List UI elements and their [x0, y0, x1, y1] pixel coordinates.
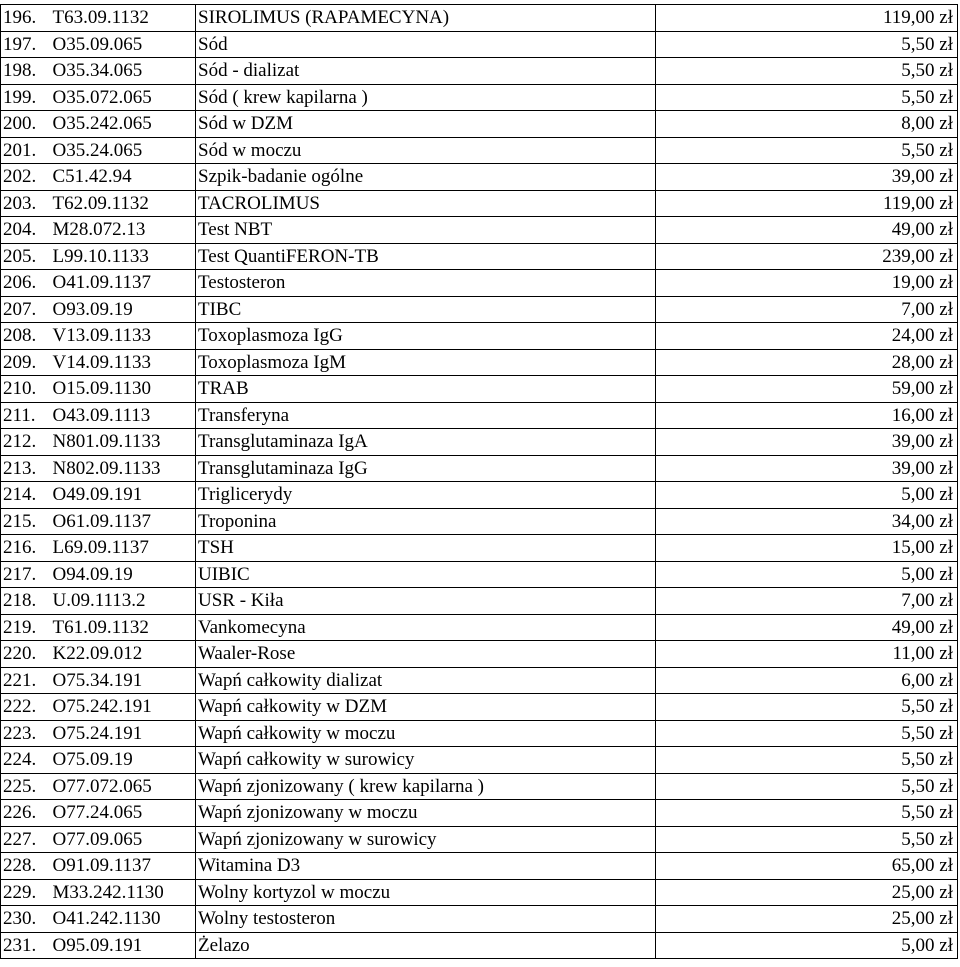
- table-row: [1, 84, 958, 111]
- test-name: Wolny testosteron: [196, 906, 656, 933]
- row-number: 199.: [1, 84, 51, 111]
- table-row: [1, 561, 958, 588]
- test-price: 5,00 zł: [656, 482, 958, 509]
- test-code: O75.24.191: [51, 720, 196, 747]
- test-price: 5,00 zł: [656, 932, 958, 959]
- test-price: 65,00 zł: [656, 853, 958, 880]
- test-code: O15.09.1130: [51, 376, 196, 403]
- test-price: 5,50 zł: [656, 137, 958, 164]
- table-row: [1, 747, 958, 774]
- row-number: 205.: [1, 243, 51, 270]
- test-price: 39,00 zł: [656, 455, 958, 482]
- table-row: [1, 137, 958, 164]
- table-row: [1, 800, 958, 827]
- test-code: C51.42.94: [51, 164, 196, 191]
- table-row: [1, 773, 958, 800]
- test-code: O41.242.1130: [51, 906, 196, 933]
- table-row: [1, 31, 958, 58]
- table-row: [1, 217, 958, 244]
- test-price: 25,00 zł: [656, 906, 958, 933]
- test-price: 6,00 zł: [656, 667, 958, 694]
- test-code: M33.242.1130: [51, 879, 196, 906]
- row-number: 222.: [1, 694, 51, 721]
- test-name: TIBC: [196, 296, 656, 323]
- test-price: 5,50 zł: [656, 58, 958, 85]
- test-price: 16,00 zł: [656, 402, 958, 429]
- row-number: 200.: [1, 111, 51, 138]
- test-code: K22.09.012: [51, 641, 196, 668]
- test-price: 119,00 zł: [656, 5, 958, 32]
- test-code: V14.09.1133: [51, 349, 196, 376]
- table-row: [1, 853, 958, 880]
- test-code: O77.24.065: [51, 800, 196, 827]
- test-price: 7,00 zł: [656, 296, 958, 323]
- test-name: USR - Kiła: [196, 588, 656, 615]
- test-price: 39,00 zł: [656, 164, 958, 191]
- test-code: L69.09.1137: [51, 535, 196, 562]
- test-code: N802.09.1133: [51, 455, 196, 482]
- row-number: 224.: [1, 747, 51, 774]
- row-number: 220.: [1, 641, 51, 668]
- test-code: O61.09.1137: [51, 508, 196, 535]
- table-row: [1, 111, 958, 138]
- test-price: 49,00 zł: [656, 614, 958, 641]
- test-name: Wapń całkowity dializat: [196, 667, 656, 694]
- test-price: 119,00 zł: [656, 190, 958, 217]
- test-name: Test NBT: [196, 217, 656, 244]
- test-price: 5,50 zł: [656, 84, 958, 111]
- row-number: 212.: [1, 429, 51, 456]
- test-code: V13.09.1133: [51, 323, 196, 350]
- row-number: 206.: [1, 270, 51, 297]
- test-code: U.09.1113.2: [51, 588, 196, 615]
- row-number: 202.: [1, 164, 51, 191]
- test-code: T63.09.1132: [51, 5, 196, 32]
- table-row: [1, 323, 958, 350]
- test-price: 239,00 zł: [656, 243, 958, 270]
- row-number: 213.: [1, 455, 51, 482]
- test-price: 5,50 zł: [656, 31, 958, 58]
- test-name: Żelazo: [196, 932, 656, 959]
- row-number: 226.: [1, 800, 51, 827]
- table-row: [1, 932, 958, 959]
- test-code: O75.09.19: [51, 747, 196, 774]
- test-price: 5,50 zł: [656, 720, 958, 747]
- test-name: Wolny kortyzol w moczu: [196, 879, 656, 906]
- row-number: 208.: [1, 323, 51, 350]
- test-code: L99.10.1133: [51, 243, 196, 270]
- row-number: 211.: [1, 402, 51, 429]
- test-code: O75.242.191: [51, 694, 196, 721]
- test-price: 28,00 zł: [656, 349, 958, 376]
- test-price: 5,50 zł: [656, 826, 958, 853]
- test-name: TSH: [196, 535, 656, 562]
- price-list-table: [0, 4, 958, 959]
- table-row: [1, 349, 958, 376]
- test-name: Test QuantiFERON-TB: [196, 243, 656, 270]
- table-row: [1, 429, 958, 456]
- row-number: 207.: [1, 296, 51, 323]
- test-code: M28.072.13: [51, 217, 196, 244]
- row-number: 215.: [1, 508, 51, 535]
- test-name: TACROLIMUS: [196, 190, 656, 217]
- test-price: 59,00 zł: [656, 376, 958, 403]
- test-code: O94.09.19: [51, 561, 196, 588]
- row-number: 209.: [1, 349, 51, 376]
- test-code: N801.09.1133: [51, 429, 196, 456]
- table-row: [1, 164, 958, 191]
- test-name: Witamina D3: [196, 853, 656, 880]
- test-name: Testosteron: [196, 270, 656, 297]
- table-row: [1, 906, 958, 933]
- test-price: 39,00 zł: [656, 429, 958, 456]
- test-code: O41.09.1137: [51, 270, 196, 297]
- table-row: [1, 826, 958, 853]
- test-name: TRAB: [196, 376, 656, 403]
- table-row: [1, 376, 958, 403]
- table-row: [1, 667, 958, 694]
- row-number: 229.: [1, 879, 51, 906]
- test-code: O91.09.1137: [51, 853, 196, 880]
- test-name: Troponina: [196, 508, 656, 535]
- table-row: [1, 720, 958, 747]
- test-name: Vankomecyna: [196, 614, 656, 641]
- test-code: T61.09.1132: [51, 614, 196, 641]
- test-name: Waaler-Rose: [196, 641, 656, 668]
- table-row: [1, 641, 958, 668]
- test-name: Transferyna: [196, 402, 656, 429]
- test-name: SIROLIMUS (RAPAMECYNA): [196, 5, 656, 32]
- test-code: O93.09.19: [51, 296, 196, 323]
- row-number: 196.: [1, 5, 51, 32]
- test-code: O35.34.065: [51, 58, 196, 85]
- test-name: Wapń zjonizowany w surowicy: [196, 826, 656, 853]
- test-name: Transglutaminaza IgG: [196, 455, 656, 482]
- table-row: [1, 879, 958, 906]
- test-price: 5,00 zł: [656, 561, 958, 588]
- test-name: Transglutaminaza IgA: [196, 429, 656, 456]
- row-number: 201.: [1, 137, 51, 164]
- test-code: O77.072.065: [51, 773, 196, 800]
- test-price: 24,00 zł: [656, 323, 958, 350]
- price-list-body: [1, 5, 958, 959]
- test-code: O35.072.065: [51, 84, 196, 111]
- test-code: T62.09.1132: [51, 190, 196, 217]
- table-row: [1, 588, 958, 615]
- row-number: 227.: [1, 826, 51, 853]
- test-price: 25,00 zł: [656, 879, 958, 906]
- row-number: 219.: [1, 614, 51, 641]
- test-code: O75.34.191: [51, 667, 196, 694]
- test-code: O95.09.191: [51, 932, 196, 959]
- row-number: 197.: [1, 31, 51, 58]
- row-number: 216.: [1, 535, 51, 562]
- table-row: [1, 58, 958, 85]
- test-price: 19,00 zł: [656, 270, 958, 297]
- test-price: 15,00 zł: [656, 535, 958, 562]
- test-price: 11,00 zł: [656, 641, 958, 668]
- test-code: O43.09.1113: [51, 402, 196, 429]
- row-number: 204.: [1, 217, 51, 244]
- test-code: O35.242.065: [51, 111, 196, 138]
- row-number: 210.: [1, 376, 51, 403]
- test-name: Wapń całkowity w DZM: [196, 694, 656, 721]
- row-number: 214.: [1, 482, 51, 509]
- table-row: [1, 402, 958, 429]
- table-row: [1, 270, 958, 297]
- test-code: O77.09.065: [51, 826, 196, 853]
- table-row: [1, 5, 958, 32]
- row-number: 198.: [1, 58, 51, 85]
- test-name: Szpik-badanie ogólne: [196, 164, 656, 191]
- test-price: 34,00 zł: [656, 508, 958, 535]
- test-name: UIBIC: [196, 561, 656, 588]
- table-row: [1, 694, 958, 721]
- table-row: [1, 482, 958, 509]
- test-name: Sód - dializat: [196, 58, 656, 85]
- test-name: Wapń zjonizowany ( krew kapilarna ): [196, 773, 656, 800]
- test-name: Sód w DZM: [196, 111, 656, 138]
- row-number: 228.: [1, 853, 51, 880]
- test-code: O35.09.065: [51, 31, 196, 58]
- test-code: O35.24.065: [51, 137, 196, 164]
- test-name: Wapń zjonizowany w moczu: [196, 800, 656, 827]
- test-price: 5,50 zł: [656, 773, 958, 800]
- table-row: [1, 190, 958, 217]
- test-price: 8,00 zł: [656, 111, 958, 138]
- test-name: Sód: [196, 31, 656, 58]
- row-number: 217.: [1, 561, 51, 588]
- row-number: 231.: [1, 932, 51, 959]
- test-price: 5,50 zł: [656, 800, 958, 827]
- test-code: O49.09.191: [51, 482, 196, 509]
- row-number: 221.: [1, 667, 51, 694]
- row-number: 223.: [1, 720, 51, 747]
- table-row: [1, 508, 958, 535]
- row-number: 225.: [1, 773, 51, 800]
- table-row: [1, 243, 958, 270]
- test-name: Wapń całkowity w surowicy: [196, 747, 656, 774]
- table-row: [1, 535, 958, 562]
- row-number: 218.: [1, 588, 51, 615]
- test-price: 5,50 zł: [656, 747, 958, 774]
- test-price: 49,00 zł: [656, 217, 958, 244]
- test-price: 7,00 zł: [656, 588, 958, 615]
- test-price: 5,50 zł: [656, 694, 958, 721]
- test-name: Sód w moczu: [196, 137, 656, 164]
- row-number: 203.: [1, 190, 51, 217]
- row-number: 230.: [1, 906, 51, 933]
- test-name: Toxoplasmoza IgM: [196, 349, 656, 376]
- table-row: [1, 296, 958, 323]
- table-row: [1, 614, 958, 641]
- test-name: Toxoplasmoza IgG: [196, 323, 656, 350]
- test-name: Sód ( krew kapilarna ): [196, 84, 656, 111]
- test-name: Triglicerydy: [196, 482, 656, 509]
- test-name: Wapń całkowity w moczu: [196, 720, 656, 747]
- table-row: [1, 455, 958, 482]
